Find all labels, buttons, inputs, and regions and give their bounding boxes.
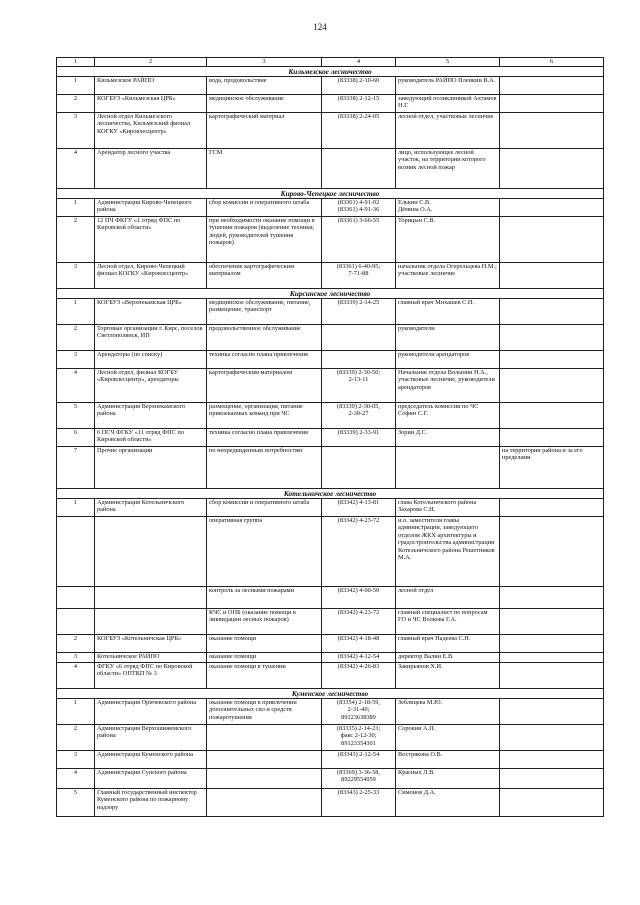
note [500, 350, 604, 368]
service-description: оказание помощи в привлечении дополнительных сил и средств пожаротушения [207, 698, 322, 724]
note [500, 768, 604, 788]
phone-number: (83361) 6-40-95; 7-71-88 [322, 262, 396, 288]
table-row [57, 402, 604, 428]
phone-number: (83342) 4-23-72 [322, 608, 396, 634]
note [500, 788, 604, 816]
table-row [57, 586, 604, 608]
note: на территории района и за его пределами [500, 446, 604, 488]
organization-name [95, 516, 207, 586]
organization-name: КОГБУЗ «Кильмезская ЦРБ» [95, 94, 207, 112]
phone-number: (83369) 3-36-58, 89229554959 [322, 768, 396, 788]
phone-number: (83342) 4-18-48 [322, 634, 396, 652]
contact-person: руководители арендаторов [396, 350, 500, 368]
column-number-row [57, 58, 604, 67]
row-number: 3 [57, 350, 95, 368]
contact-person: Торицын С.В. [396, 216, 500, 262]
section-header-row [57, 288, 604, 298]
table-row [57, 216, 604, 262]
section-header-row [57, 688, 604, 698]
organization-name: Арендатор лесного участка [95, 148, 207, 188]
contact-person: Сорокин А.П. [396, 724, 500, 750]
organization-name: Администрация Котельничского района [95, 498, 207, 516]
organization-name [95, 608, 207, 634]
row-number: 1 [57, 198, 95, 216]
row-number: 1 [57, 76, 95, 94]
table-row [57, 112, 604, 148]
table-row [57, 516, 604, 586]
contact-person: руководитель РАЙПО Пленкин В.А. [396, 76, 500, 94]
section-title: Кирово-Чепецкое лесничество [57, 188, 604, 198]
row-number: 4 [57, 368, 95, 402]
organization-name: Администрация Сунского района [95, 768, 207, 788]
phone-number: (83342) 4-00-50 [322, 586, 396, 608]
row-number: 1 [57, 498, 95, 516]
service-description [207, 768, 322, 788]
phone-number: (83339) 2-30-05, 2-30-27 [322, 402, 396, 428]
organization-name: 12 ПЧ ФКГУ «1 отряд ФПС по Кировской области» [95, 216, 207, 262]
row-number: 1 [57, 698, 95, 724]
column-number-cell: 2 [95, 58, 207, 67]
phone-number: (83361) 3-66-55 [322, 216, 396, 262]
row-number [57, 586, 95, 608]
section-title: Котельничское лесничество [57, 488, 604, 498]
phone-number [322, 350, 396, 368]
row-number: 6 [57, 428, 95, 446]
organization-name: ФГКУ «6 отряд ФПС по Кировской области» ОПТКП № 3 [95, 662, 207, 688]
service-description: контроль за лесными пожарами [207, 586, 322, 608]
section-header-row [57, 188, 604, 198]
service-description: продовольственное обслуживание [207, 324, 322, 350]
organization-name: Арендаторы (по списку) [95, 350, 207, 368]
row-number: 4 [57, 768, 95, 788]
service-description: сбор комиссии и оперативного штаба [207, 198, 322, 216]
contacts-table [56, 57, 604, 817]
service-description: медицинское обслуживание [207, 94, 322, 112]
contact-person: Зорин Д.С. [396, 428, 500, 446]
organization-name: Прочие организации [95, 446, 207, 488]
contact-person: Елькин С.В. Дёмина О.А. [396, 198, 500, 216]
service-description: оказание помощи [207, 652, 322, 662]
section-title: Куменское лесничество [57, 688, 604, 698]
section-header-row [57, 488, 604, 498]
service-description: медицинское обслуживание, питание, размещение, транспорт [207, 298, 322, 324]
row-number: 4 [57, 662, 95, 688]
note [500, 198, 604, 216]
table-row [57, 698, 604, 724]
contact-person: Зеблицева М.Ю. [396, 698, 500, 724]
note [500, 216, 604, 262]
note [500, 298, 604, 324]
note [500, 662, 604, 688]
contact-person: Вострякова О.В. [396, 750, 500, 768]
note [500, 94, 604, 112]
table-row [57, 350, 604, 368]
organization-name: Администрация Куменского района [95, 750, 207, 768]
table-row [57, 634, 604, 652]
table-row [57, 498, 604, 516]
note [500, 498, 604, 516]
service-description: техника согласно плана привлечения [207, 428, 322, 446]
note [500, 112, 604, 148]
contact-person: глава Котельничского района Захарова С.Н. [396, 498, 500, 516]
table-row [57, 76, 604, 94]
note [500, 586, 604, 608]
organization-name: Лесной отдел, филиал КОГБУ «Кировлесцентр», арендаторы [95, 368, 207, 402]
service-description [207, 750, 322, 768]
phone-number [322, 446, 396, 488]
table-row [57, 662, 604, 688]
note [500, 652, 604, 662]
column-number-cell: 6 [500, 58, 604, 67]
phone-number: (83339) 2-30-50; 2-13-11 [322, 368, 396, 402]
service-description: сбор комиссии и оперативного штаба [207, 498, 322, 516]
row-number: 4 [57, 148, 95, 188]
row-number: 2 [57, 724, 95, 750]
phone-number: (83342) 4-26-83 [322, 662, 396, 688]
row-number: 2 [57, 216, 95, 262]
service-description: по непредвиденным потребностям [207, 446, 322, 488]
contact-person: и.о. заместителя главы администрации, заведующего отделом ЖКХ архитектуры и градостроительства администрации Котельничского района Решетников М.А. [396, 516, 500, 586]
organization-name: Главный государственный инспектор Куменского района по пожарному надзору [95, 788, 207, 816]
row-number: 5 [57, 402, 95, 428]
table-row [57, 368, 604, 402]
organization-name: 6 ПСЧ ФГКУ «11 отряд ФПС по Кировской области» [95, 428, 207, 446]
phone-number: (83342) 4-13-81 [322, 498, 396, 516]
contact-person: руководители [396, 324, 500, 350]
organization-name: КОГБУЗ «Верхнекамская ЦРБ» [95, 298, 207, 324]
row-number: 2 [57, 324, 95, 350]
note [500, 76, 604, 94]
organization-name [95, 586, 207, 608]
row-number: 2 [57, 634, 95, 652]
row-number: 3 [57, 652, 95, 662]
organization-name: Котельничское РАЙПО [95, 652, 207, 662]
service-description: техника согласно плана привлечения [207, 350, 322, 368]
phone-number: (83338) 2-24-05 [322, 112, 396, 148]
phone-number: (83343) 2-12-54 [322, 750, 396, 768]
table-row [57, 428, 604, 446]
column-number-cell: 3 [207, 58, 322, 67]
phone-number: (83338) 2-10-60 [322, 76, 396, 94]
note [500, 428, 604, 446]
contact-person: главный врач Надеева С.Н. [396, 634, 500, 652]
table-row [57, 262, 604, 288]
table-row [57, 788, 604, 816]
phone-number: (83342) 4-12-54 [322, 652, 396, 662]
service-description: картографический материал [207, 112, 322, 148]
table-row [57, 298, 604, 324]
service-description: КЧС и ОПБ (оказание помощи в ликвидации лесных пожаров) [207, 608, 322, 634]
organization-name: Торговые организации г. Кирс, поселок Светлополянск, ИП [95, 324, 207, 350]
service-description: оказание помощи в тушении [207, 662, 322, 688]
note [500, 516, 604, 586]
contact-person: председатель комиссии по ЧС Софин С.Г. [396, 402, 500, 428]
service-description: оказание помощи [207, 634, 322, 652]
service-description [207, 724, 322, 750]
organization-name: Администрация Оричевского района [95, 698, 207, 724]
service-description: ГСМ [207, 148, 322, 188]
service-description: размещение, организация, питание привлекаемых команд при ЧС [207, 402, 322, 428]
service-description: вода, продовольствие [207, 76, 322, 94]
column-number-cell: 5 [396, 58, 500, 67]
contact-person: главный специалист по вопросам ГО и ЧС Волкова Г.А. [396, 608, 500, 634]
note [500, 750, 604, 768]
phone-number: (83338) 2-12-15 [322, 94, 396, 112]
contact-person: лицо, использующее лесной участок, на территории которого возник лесной пожар [396, 148, 500, 188]
page-number: 124 [313, 22, 327, 32]
column-number-cell: 1 [57, 58, 95, 67]
table-row [57, 94, 604, 112]
note [500, 324, 604, 350]
note [500, 724, 604, 750]
contact-person: директор Валин Е.В. [396, 652, 500, 662]
contact-person: лесной отдел, участковые лесничие [396, 112, 500, 148]
row-number [57, 516, 95, 586]
table-row [57, 446, 604, 488]
contact-person: начальник отдела Огерельцева Н.М.; участковые лесничие [396, 262, 500, 288]
note [500, 402, 604, 428]
phone-number: (83354) 2-18-59, 2-31-40; 89123638389 [322, 698, 396, 724]
organization-name: Кильмезское РАЙПО [95, 76, 207, 94]
organization-name: Лесной отдел Кильмезского лесничества, Кильмезский филиал КОГКУ «Кировлесцентр» [95, 112, 207, 148]
contact-person: заведующий поликлиникой Ахтамов Н.Г. [396, 94, 500, 112]
row-number: 3 [57, 262, 95, 288]
phone-number: (83361) 4-91-02 (83361) 4-91-36 [322, 198, 396, 216]
row-number [57, 608, 95, 634]
section-title: Кирсинское лесничество [57, 288, 604, 298]
contact-person: лесной отдел [396, 586, 500, 608]
table-row [57, 724, 604, 750]
section-title: Кильмезское лесничество [57, 66, 604, 76]
phone-number: (83343) 2-25-33 [322, 788, 396, 816]
note [500, 368, 604, 402]
phone-number: (83335) 2-14-23; факс 2-12-30; 89123354301 [322, 724, 396, 750]
section-header-row [57, 66, 604, 76]
table-row [57, 768, 604, 788]
row-number: 1 [57, 298, 95, 324]
row-number: 3 [57, 750, 95, 768]
phone-number [322, 148, 396, 188]
contact-person [396, 446, 500, 488]
note [500, 698, 604, 724]
service-description: обеспечение картографическим материалом [207, 262, 322, 288]
service-description [207, 788, 322, 816]
row-number: 3 [57, 112, 95, 148]
phone-number: (83339) 2-14-25 [322, 298, 396, 324]
contact-person: Закирьянов Х.И. [396, 662, 500, 688]
contact-person: Начальник отдела Волынин Н.А., участковые лесничие, руководители арендаторов [396, 368, 500, 402]
organization-name: Администрация Верхошижемского района [95, 724, 207, 750]
phone-number: (83342) 4-23-72 [322, 516, 396, 586]
contact-person: Симонов Д.А. [396, 788, 500, 816]
service-description: картографическим материалом [207, 368, 322, 402]
phone-number: (83339) 2-33-91 [322, 428, 396, 446]
service-description: оперативная группа [207, 516, 322, 586]
service-description: при необходимости оказание помощи в тушении пожаров (выделение техники, людей, руководителей тушения пожаров) [207, 216, 322, 262]
table-row [57, 148, 604, 188]
note [500, 608, 604, 634]
organization-name: Лесной отдел, Кирово-Чепецкий филиал КОГКУ «Кировлесцентр» [95, 262, 207, 288]
table-row [57, 198, 604, 216]
row-number: 7 [57, 446, 95, 488]
note [500, 634, 604, 652]
column-number-cell: 4 [322, 58, 396, 67]
table-row [57, 750, 604, 768]
note [500, 148, 604, 188]
row-number: 5 [57, 788, 95, 816]
table-row [57, 608, 604, 634]
note [500, 262, 604, 288]
table-row [57, 324, 604, 350]
organization-name: КОГБУЗ «Котельничская ЦРБ» [95, 634, 207, 652]
row-number: 2 [57, 94, 95, 112]
contact-person: главный врач Михашев С.Н. [396, 298, 500, 324]
contact-person: Красных Л.В. [396, 768, 500, 788]
organization-name: Администрация Верхнекамского района [95, 402, 207, 428]
phone-number [322, 324, 396, 350]
organization-name: Администрация Кирово-Чепецкого района [95, 198, 207, 216]
table-row [57, 652, 604, 662]
